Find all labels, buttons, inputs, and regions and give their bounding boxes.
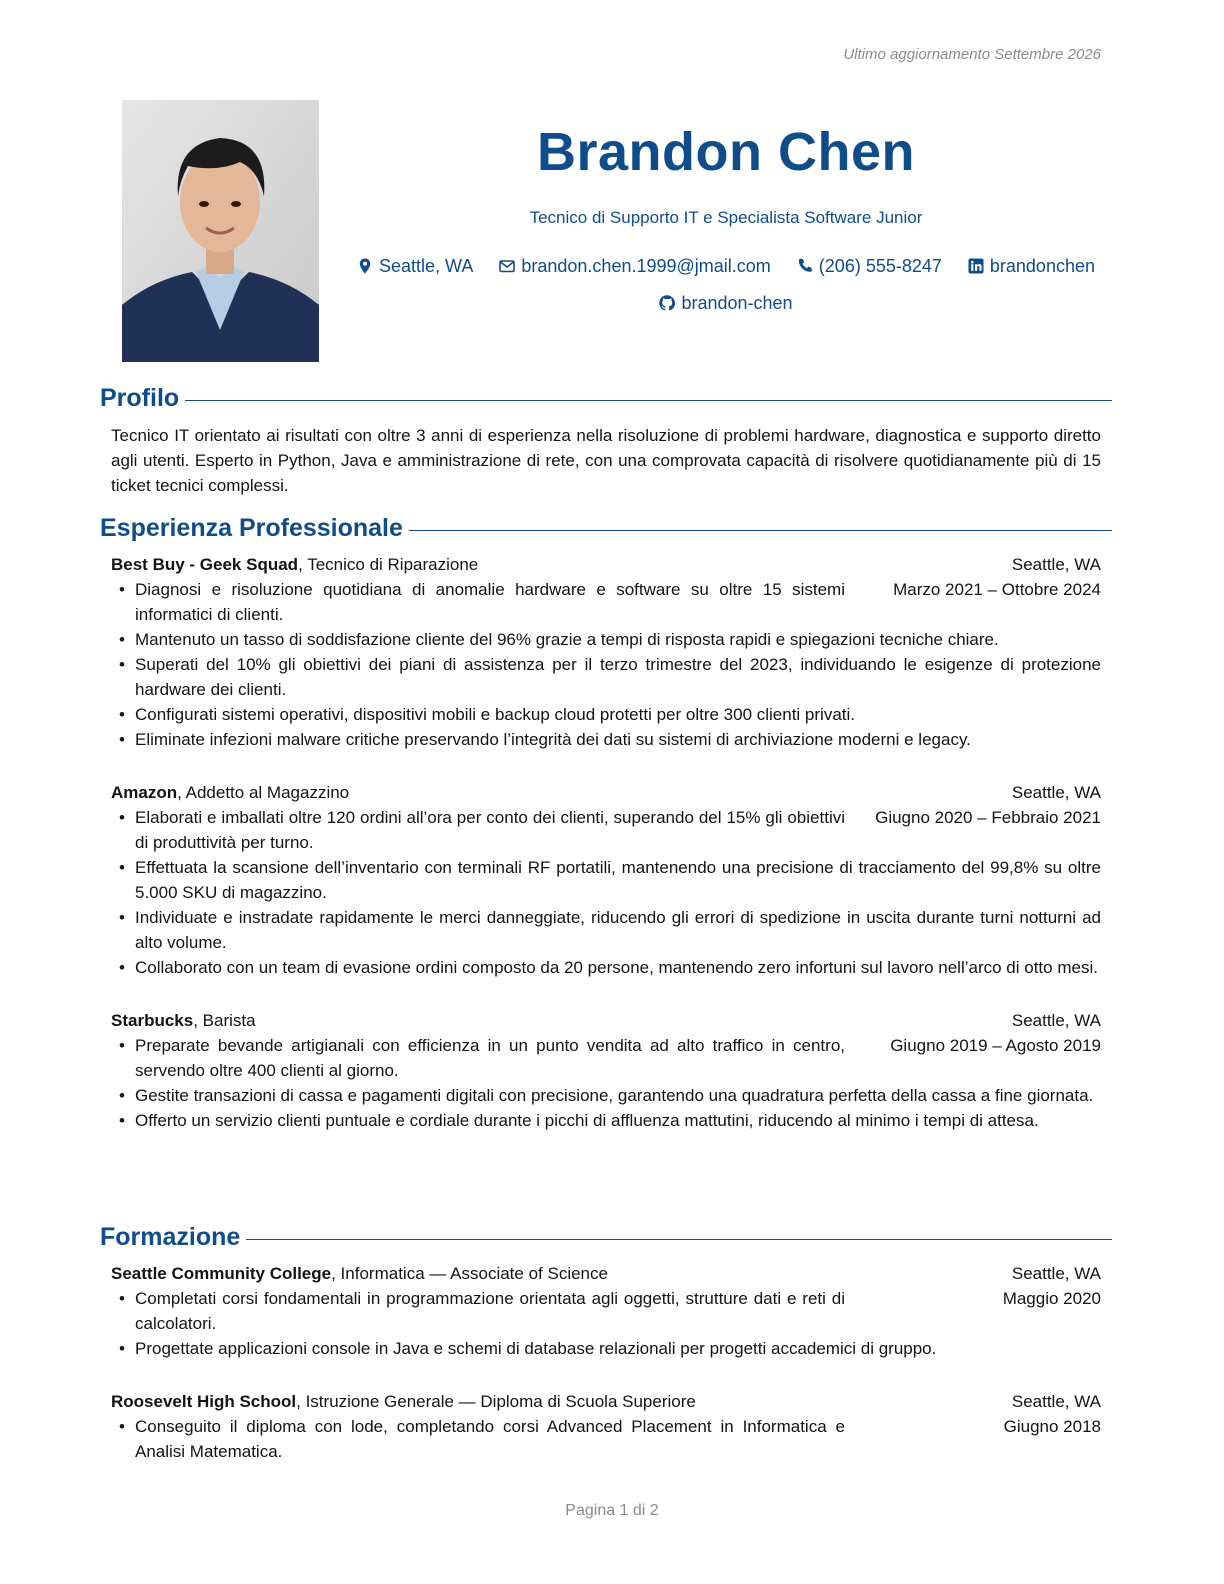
list-item: • Individuate e instradate rapidamente le merci danneggiate, riducendo gli errori di spedizione in uscita durante turni notturni ad alto volume. bbox=[111, 905, 1101, 955]
bullet-text: • Elaborati e imballati oltre 120 ordini all’ora per conto dei clienti, superando del 15% gli obiettivi di produttività per turno. bbox=[135, 808, 845, 852]
experience-section bbox=[100, 513, 1112, 1133]
list-item bbox=[111, 805, 1101, 855]
phone-link[interactable]: (206) 555-8247 bbox=[818, 256, 942, 276]
entry-org: Starbucks bbox=[111, 1011, 194, 1030]
bullet-text: • Completati corsi fondamentali in programmazione orientata agli oggetti, strutture dati e reti di calcolatori. bbox=[135, 1289, 845, 1333]
entry-role: , Istruzione Generale — Diploma di Scuola Superiore bbox=[296, 1392, 696, 1411]
bullet-text: • Conseguito il diploma con lode, completando corsi Advanced Placement in Informatica e Analisi Matematica. bbox=[135, 1417, 845, 1461]
section-divider bbox=[185, 400, 1112, 401]
github-link[interactable]: brandon-chen bbox=[681, 293, 793, 313]
github-icon bbox=[659, 295, 675, 311]
resume-header bbox=[340, 112, 1112, 316]
section-title: Profilo bbox=[100, 384, 180, 412]
entry-dates: Giugno 2020 – Febbraio 2021 bbox=[875, 808, 1101, 827]
section-divider bbox=[246, 1239, 1112, 1240]
entry-location: Seattle, WA bbox=[1011, 1011, 1101, 1030]
entry-header bbox=[111, 1261, 1101, 1286]
list-item: • Mantenuto un tasso di soddisfazione cliente del 96% grazie a tempi di risposta rapidi e spiegazioni tecniche chiare. bbox=[111, 627, 1101, 652]
entry-header bbox=[111, 1389, 1101, 1414]
entry-dates: Maggio 2020 bbox=[1002, 1289, 1101, 1308]
list-item bbox=[111, 1033, 1101, 1083]
list-item bbox=[111, 577, 1101, 627]
education-section bbox=[100, 1222, 1112, 1464]
bullet-list bbox=[111, 1286, 1101, 1361]
entry-header bbox=[111, 780, 1101, 805]
experience-entry bbox=[111, 1008, 1101, 1133]
contact-list bbox=[340, 253, 1112, 316]
list-item: • Collaborato con un team di evasione ordini composto da 20 persone, mantenendo zero infortuni sul lavoro nell’arco di otto mesi. bbox=[111, 955, 1101, 980]
entry-role: , Informatica — Associate of Science bbox=[331, 1264, 608, 1283]
bullet-text: • Preparate bevande artigianali con efficienza in un punto vendita ad alto traffico in centro, servendo oltre 400 clienti al giorno. bbox=[135, 1036, 845, 1080]
entry-location: Seattle, WA bbox=[1011, 1264, 1101, 1283]
linkedin-icon bbox=[968, 258, 984, 274]
education-entry bbox=[111, 1261, 1101, 1361]
profile-summary: Tecnico IT orientato ai risultati con oltre 3 anni di esperienza nella risoluzione di problemi hardware, diagnostica e supporto diretto agli utenti. Esperto in Python, Java e amministrazione di rete, con una comprovata capacità di risolvere quotidianamente più di 15 ticket tecnici complessi. bbox=[111, 426, 1101, 495]
entry-dates: Marzo 2021 – Ottobre 2024 bbox=[893, 580, 1101, 599]
bullet-list bbox=[111, 1033, 1101, 1133]
entry-location: Seattle, WA bbox=[1011, 1392, 1101, 1411]
candidate-name: Brandon Chen bbox=[537, 122, 915, 182]
entry-org: Seattle Community College bbox=[111, 1264, 332, 1283]
bullet-list bbox=[111, 577, 1101, 752]
linkedin-link[interactable]: brandonchen bbox=[989, 256, 1095, 276]
entry-location: Seattle, WA bbox=[1011, 555, 1101, 574]
profile-photo bbox=[122, 100, 319, 362]
location-text: Seattle, WA bbox=[379, 256, 474, 276]
last-updated: Ultimo aggiornamento Settembre 2026 bbox=[843, 46, 1101, 63]
map-pin-icon bbox=[357, 258, 373, 274]
entry-role: , Tecnico di Riparazione bbox=[298, 555, 479, 574]
entry-org: Amazon bbox=[111, 783, 178, 802]
list-item bbox=[111, 1414, 1101, 1464]
experience-entry bbox=[111, 780, 1101, 980]
section-title: Esperienza Professionale bbox=[100, 514, 403, 542]
bullet-list bbox=[111, 805, 1101, 980]
entry-role: , Barista bbox=[193, 1011, 256, 1030]
list-item: • Offerto un servizio clienti puntuale e cordiale durante i picchi di affluenza mattutini, riducendo al minimo i tempi di attesa. bbox=[111, 1108, 1101, 1133]
list-item: • Gestite transazioni di cassa e pagamenti digitali con precisione, garantendo una quadratura perfetta della cassa a fine giornata. bbox=[111, 1083, 1101, 1108]
contact-linkedin[interactable] bbox=[968, 253, 1095, 279]
list-item bbox=[111, 1286, 1101, 1336]
contact-phone[interactable] bbox=[797, 253, 942, 279]
section-divider bbox=[409, 530, 1112, 531]
list-item: • Eliminate infezioni malware critiche preservando l’integrità dei dati su sistemi di archiviazione moderni e legacy. bbox=[111, 727, 1101, 752]
education-entry bbox=[111, 1389, 1101, 1464]
entry-header bbox=[111, 1008, 1101, 1033]
list-item: • Configurati sistemi operativi, dispositivi mobili e backup cloud protetti per oltre 300 clienti privati. bbox=[111, 702, 1101, 727]
page-number: Pagina 1 di 2 bbox=[565, 1502, 659, 1519]
entry-header bbox=[111, 552, 1101, 577]
job-title: Tecnico di Supporto IT e Specialista Software Junior bbox=[529, 208, 923, 227]
envelope-icon bbox=[499, 258, 515, 274]
list-item: • Progettate applicazioni console in Java e schemi di database relazionali per progetti accademici di gruppo. bbox=[111, 1336, 1101, 1361]
contact-github[interactable] bbox=[659, 290, 792, 316]
list-item: • Effettuata la scansione dell’inventario con terminali RF portatili, mantenendo una precisione di tracciamento del 99,8% su oltre 5.000 SKU di magazzino. bbox=[111, 855, 1101, 905]
entry-org: Roosevelt High School bbox=[111, 1392, 297, 1411]
section-title: Formazione bbox=[100, 1223, 241, 1251]
profile-section bbox=[100, 383, 1112, 498]
entry-dates: Giugno 2018 bbox=[1003, 1417, 1101, 1436]
list-item: • Superati del 10% gli obiettivi dei piani di assistenza per il terzo trimestre del 2023, individuando le esigenze di protezione hardware dei clienti. bbox=[111, 652, 1101, 702]
bullet-list bbox=[111, 1414, 1101, 1464]
bullet-text: • Diagnosi e risoluzione quotidiana di anomalie hardware e software su oltre 15 sistemi informatici di clienti. bbox=[135, 580, 845, 624]
contact-email[interactable] bbox=[499, 253, 770, 279]
email-link[interactable]: brandon.chen.1999@jmail.com bbox=[521, 256, 771, 276]
contact-location bbox=[357, 253, 473, 279]
entry-location: Seattle, WA bbox=[1011, 783, 1101, 802]
experience-entry bbox=[111, 552, 1101, 752]
entry-org: Best Buy - Geek Squad bbox=[111, 555, 299, 574]
entry-role: , Addetto al Magazzino bbox=[177, 783, 350, 802]
entry-dates: Giugno 2019 – Agosto 2019 bbox=[890, 1036, 1101, 1055]
phone-icon bbox=[797, 258, 813, 274]
